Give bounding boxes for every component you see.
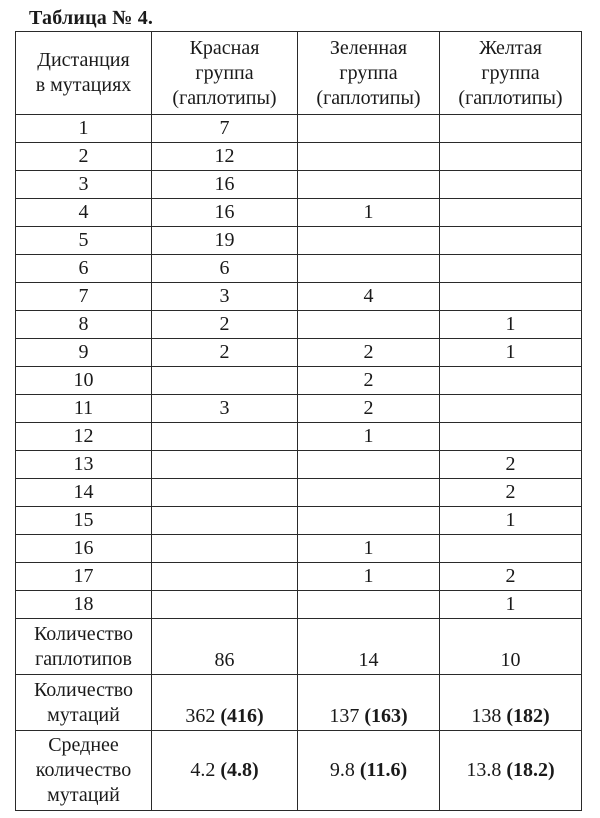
cell-yellow (440, 199, 582, 227)
summary-value-yellow (440, 731, 582, 811)
header-red-line-2: группа (195, 61, 254, 84)
table-row (16, 479, 582, 507)
header-green-line-3: (гаплотипы) (316, 86, 421, 109)
cell-distance: 10 (16, 367, 152, 395)
header-yellow-line-1: Желтая (479, 36, 542, 59)
cell-red (152, 451, 298, 479)
cell-green: 2 (298, 339, 440, 367)
header-red-group (152, 32, 298, 115)
cell-distance: 3 (16, 171, 152, 199)
cell-green (298, 451, 440, 479)
header-yellow-line-3: (гаплотипы) (458, 86, 563, 109)
cell-red (152, 367, 298, 395)
cell-yellow (440, 395, 582, 423)
summary-label-line: Количество (33, 622, 134, 645)
cell-red: 2 (152, 339, 298, 367)
cell-distance: 8 (16, 311, 152, 339)
table-row (16, 367, 582, 395)
summary-row-mutation-count (16, 675, 582, 731)
header-row (16, 32, 582, 115)
cell-distance: 18 (16, 591, 152, 619)
summary-label-haplotype-count (16, 619, 152, 675)
value-bracket: (11.6) (359, 758, 408, 781)
summary-row-haplotype-count (16, 619, 582, 675)
header-yellow-group (440, 32, 582, 115)
cell-green (298, 171, 440, 199)
cell-yellow (440, 255, 582, 283)
cell-green (298, 115, 440, 143)
cell-red: 7 (152, 115, 298, 143)
table-row (16, 591, 582, 619)
table-row (16, 283, 582, 311)
summary-value-green (298, 731, 440, 811)
summary-label-line: Количество (33, 678, 134, 701)
cell-red (152, 563, 298, 591)
table-row (16, 563, 582, 591)
summary-row-avg-mutations (16, 731, 582, 811)
table-row (16, 339, 582, 367)
cell-distance: 2 (16, 143, 152, 171)
table-row (16, 199, 582, 227)
cell-distance: 4 (16, 199, 152, 227)
cell-red: 2 (152, 311, 298, 339)
summary-value-red: 86 (152, 619, 298, 675)
summary-label-avg-mutations (16, 731, 152, 811)
cell-distance: 7 (16, 283, 152, 311)
table-row (16, 395, 582, 423)
header-green-group (298, 32, 440, 115)
summary-value-yellow: 10 (440, 619, 582, 675)
cell-yellow (440, 535, 582, 563)
cell-red: 12 (152, 143, 298, 171)
table-row (16, 423, 582, 451)
cell-distance: 16 (16, 535, 152, 563)
cell-green (298, 255, 440, 283)
table-row (16, 227, 582, 255)
cell-red (152, 535, 298, 563)
table-row (16, 171, 582, 199)
summary-label-mutation-count (16, 675, 152, 731)
mutation-distance-table (15, 31, 582, 811)
cell-yellow: 1 (440, 311, 582, 339)
header-distance-line-2: в мутациях (35, 74, 132, 96)
value-main: 9.8 (329, 758, 360, 781)
value-bracket: (163) (364, 705, 408, 727)
cell-distance: 14 (16, 479, 152, 507)
header-distance (16, 32, 152, 115)
value-main: 138 (471, 705, 507, 727)
value-main: 137 (329, 705, 365, 727)
table-row (16, 115, 582, 143)
cell-yellow: 2 (440, 479, 582, 507)
header-red-line-3: (гаплотипы) (172, 86, 277, 109)
summary-label-line: Среднее (48, 734, 119, 756)
cell-green: 2 (298, 367, 440, 395)
cell-yellow: 2 (440, 451, 582, 479)
cell-distance: 11 (16, 395, 152, 423)
cell-distance: 13 (16, 451, 152, 479)
header-distance-line-1: Дистанция (37, 49, 130, 71)
cell-green (298, 591, 440, 619)
value-bracket: (416) (220, 705, 264, 727)
cell-green: 1 (298, 535, 440, 563)
cell-green (298, 311, 440, 339)
cell-green: 1 (298, 563, 440, 591)
cell-red (152, 507, 298, 535)
cell-distance: 17 (16, 563, 152, 591)
cell-green (298, 507, 440, 535)
cell-distance: 6 (16, 255, 152, 283)
table-row (16, 143, 582, 171)
cell-green (298, 143, 440, 171)
value-main: 4.2 (190, 758, 221, 781)
summary-value-red (152, 731, 298, 811)
cell-green: 1 (298, 199, 440, 227)
value-bracket: (18.2) (506, 758, 555, 781)
cell-red (152, 479, 298, 507)
cell-red (152, 591, 298, 619)
cell-red: 16 (152, 199, 298, 227)
cell-red: 6 (152, 255, 298, 283)
cell-distance: 15 (16, 507, 152, 535)
summary-value-green (298, 675, 440, 731)
cell-green: 4 (298, 283, 440, 311)
cell-yellow: 1 (440, 507, 582, 535)
cell-distance: 9 (16, 339, 152, 367)
summary-value-yellow (440, 675, 582, 731)
value-main: 13.8 (466, 758, 507, 781)
cell-green (298, 227, 440, 255)
value-bracket: (4.8) (220, 758, 259, 781)
cell-yellow: 1 (440, 591, 582, 619)
table-row (16, 451, 582, 479)
cell-red (152, 423, 298, 451)
cell-yellow (440, 367, 582, 395)
cell-distance: 12 (16, 423, 152, 451)
table-row (16, 507, 582, 535)
summary-value-green: 14 (298, 619, 440, 675)
header-red-line-1: Красная (189, 36, 260, 59)
cell-yellow (440, 423, 582, 451)
cell-red: 3 (152, 395, 298, 423)
cell-red: 3 (152, 283, 298, 311)
summary-label-line: количество (35, 759, 132, 781)
header-green-line-2: группа (339, 61, 398, 84)
cell-yellow (440, 283, 582, 311)
cell-yellow: 1 (440, 339, 582, 367)
cell-green (298, 479, 440, 507)
cell-yellow: 2 (440, 563, 582, 591)
cell-yellow (440, 171, 582, 199)
cell-yellow (440, 143, 582, 171)
header-green-line-1: Зеленная (329, 36, 408, 59)
cell-yellow (440, 115, 582, 143)
table-title: Таблица № 4. (29, 7, 154, 29)
cell-green: 1 (298, 423, 440, 451)
summary-value-red (152, 675, 298, 731)
table-row (16, 311, 582, 339)
table-row (16, 255, 582, 283)
table-row (16, 535, 582, 563)
cell-red: 19 (152, 227, 298, 255)
cell-yellow (440, 227, 582, 255)
value-main: 362 (185, 705, 221, 727)
cell-red: 16 (152, 171, 298, 199)
cell-green: 2 (298, 395, 440, 423)
summary-label-line: гаплотипов (35, 647, 132, 670)
header-yellow-line-2: группа (481, 61, 540, 84)
cell-distance: 1 (16, 115, 152, 143)
summary-label-line: мутаций (47, 703, 120, 726)
value-bracket: (182) (506, 705, 550, 727)
summary-label-line: мутаций (47, 784, 120, 806)
table-body (16, 115, 582, 619)
cell-distance: 5 (16, 227, 152, 255)
